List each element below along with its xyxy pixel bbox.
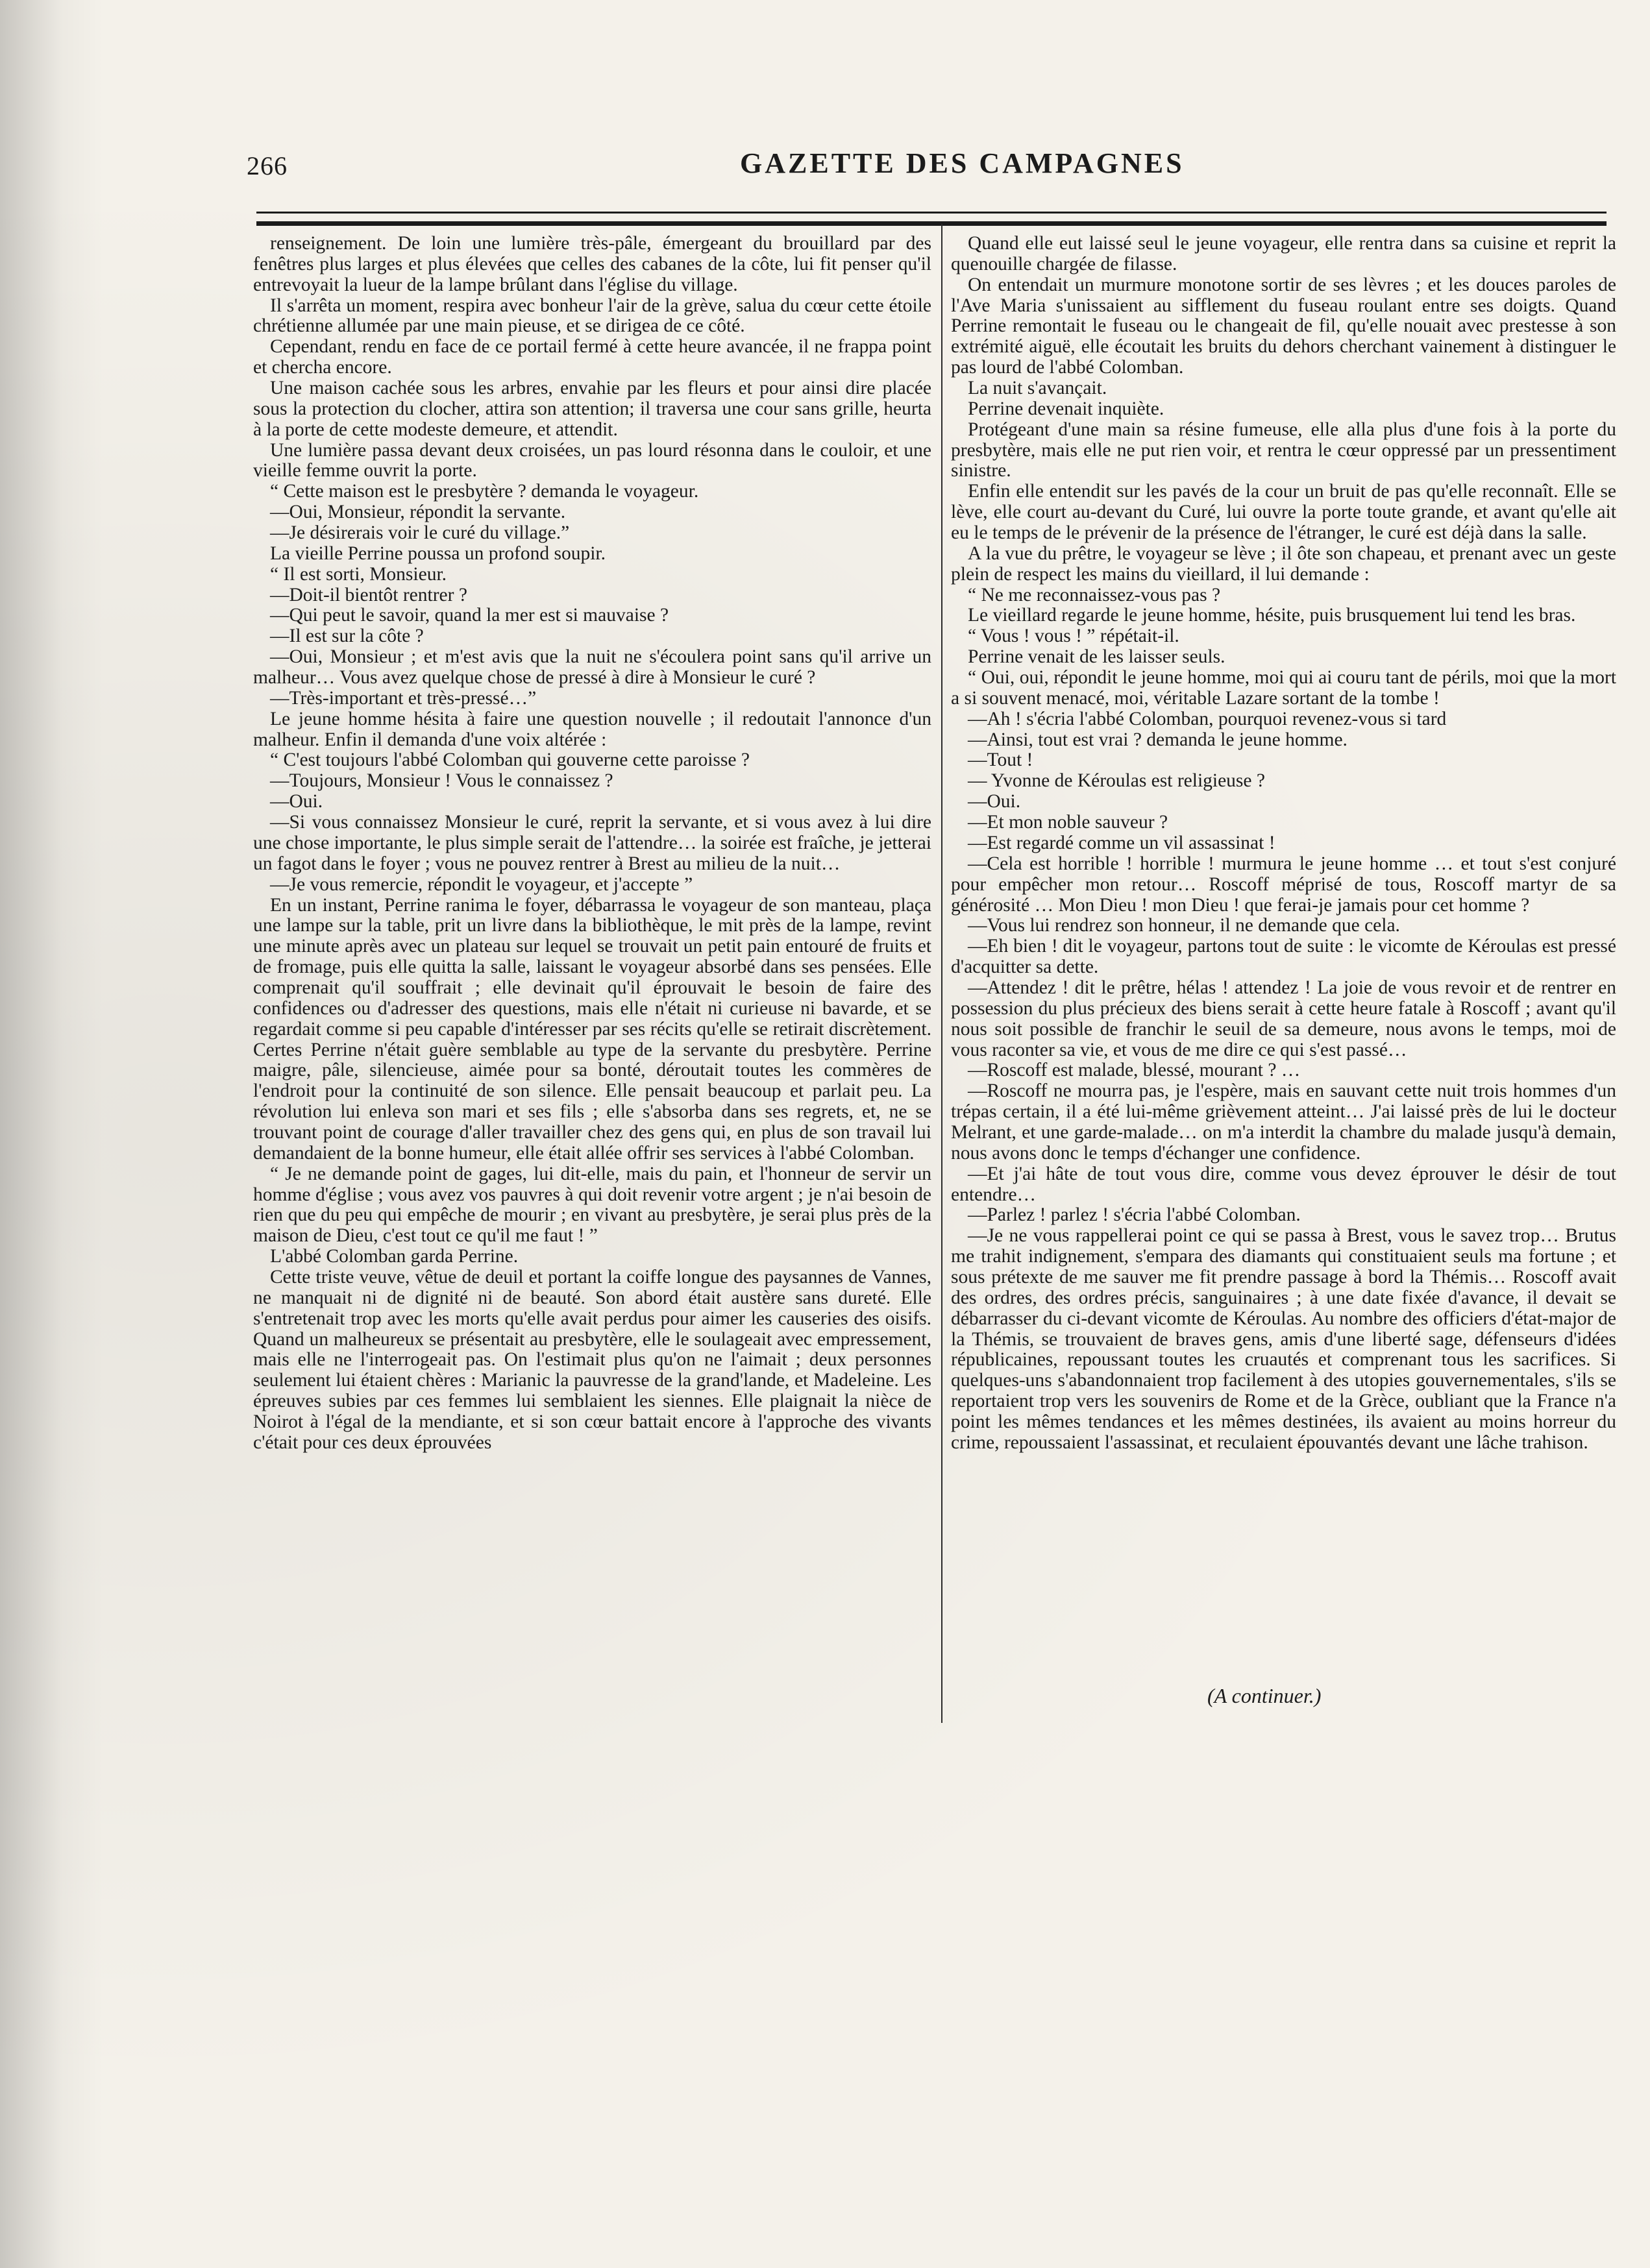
paragraph: Cette triste veuve, vêtue de deuil et portant la coiffe longue des paysannes de Vannes, ne manquait ni de dignité ni de beauté. Son abord était austère sans dureté. Elle s'entretenait trop avec les morts qu'elle avait perdus pour aimer les causeries des oisifs. Quand un malheureux se présentait au presbytère, elle le soulageait avec empressement, mais elle ne l'interrogeait pas. On l'estimait plus qu'on ne l'aimait ; deux personnes seulement lui étaient chères : Marianic la pauvresse de la grand'lande, et Madeleine. Les épreuves subies par ces femmes lui semblaient les siennes. Elle plaignait la nièce de Noirot à l'égal de la mendiante, et si son cœur battait encore à l'approche des vivants c'était pour ces deux éprouvées (253, 1266, 931, 1453)
paragraph: —Oui. (270, 791, 323, 812)
paragraph: “ Cette maison est le presbytère ? demanda le voyageur. (270, 481, 699, 502)
paragraph: —Attendez ! dit le prêtre, hélas ! attendez ! La joie de vous revoir et de rentrer en possession du plus précieux des biens serait à cette heure fatale à Roscoff ; avant qu'il nous soit possible de franchir le seuil de sa demeure, nous avons le temps, moi de vous raconter sa vie, et vous de me dire ce qui s'est passé… (951, 977, 1616, 1060)
paragraph: “ Je ne demande point de gages, lui dit-elle, mais du pain, et l'honneur de servir un homme d'église ; vous avez vos pauvres à qui doit revenir votre argent ; je n'ai besoin de rien que du peu qui empêche de mourir ; en vivant au presbytère, je serai plus près de la maison de Dieu, c'est tout ce qu'il me faut ! ” (253, 1163, 931, 1247)
page-number: 266 (247, 151, 288, 180)
paragraph: Quand elle eut laissé seul le jeune voyageur, elle rentra dans sa cuisine et reprit la quenouille chargée de filasse. (951, 234, 1616, 274)
paragraph: Le jeune homme hésita à faire une question nouvelle ; il redoutait l'annonce d'un malheur. Enfin il demanda d'une voix altérée : (253, 708, 931, 750)
paragraph: renseignement. De loin une lumière très-pâle, émergeant du brouillard par des fenêtres plus larges et plus élevées que celles des cabanes de la côte, lui fit penser qu'il entrevoyait la lueur de la lampe brûlant dans l'église du village. (253, 234, 931, 295)
column-divider (941, 224, 942, 1723)
paragraph: “ Oui, oui, répondit le jeune homme, moi qui ai couru tant de périls, moi que la mort a si souvent menacé, moi, véritable Lazare sortant de la tombe ! (951, 667, 1616, 709)
paragraph: —Roscoff est malade, blessé, mourant ? … (968, 1060, 1301, 1081)
paragraph: —Eh bien ! dit le voyageur, partons tout de suite : le vicomte de Kéroulas est pressé d'acquitter sa dette. (951, 936, 1616, 978)
paragraph: A la vue du prêtre, le voyageur se lève ; il ôte son chapeau, et prenant avec un geste plein de respect les mains du vieillard, il lui demande : (951, 543, 1616, 585)
paragraph: —Parlez ! parlez ! s'écria l'abbé Colomban. (968, 1204, 1301, 1226)
paragraph: La vieille Perrine poussa un profond soupir. (270, 543, 606, 564)
paragraph: Une maison cachée sous les arbres, envahie par les fleurs et pour ainsi dire placée sous la protection du clocher, attira son attention; il traversa une cour sans grille, heurta à la porte de cette modeste demeure, et attendit. (253, 378, 931, 440)
paragraph: —Qui peut le savoir, quand la mer est si mauvaise ? (270, 605, 669, 626)
paragraph: Perrine devenait inquiète. (968, 398, 1164, 419)
paragraph: —Oui, Monsieur ; et m'est avis que la nuit ne s'écoulera point sans qu'il arrive un malheur… Vous avez quelque chose de pressé à dire à Monsieur le curé ? (253, 646, 931, 689)
paragraph: —Oui, Monsieur, répondit la servante. (270, 502, 566, 523)
paragraph: —Ah ! s'écria l'abbé Colomban, pourquoi revenez-vous si tard (968, 708, 1447, 729)
paragraph: —Et mon noble sauveur ? (968, 812, 1168, 833)
paragraph: —Toujours, Monsieur ! Vous le connaissez ? (270, 770, 613, 792)
paragraph: —Doit-il bientôt rentrer ? (270, 584, 467, 605)
paragraph: —Cela est horrible ! horrible ! murmura le jeune homme … et tout s'est conjuré pour empêcher mon retour… Roscoff méprisé de tous, Roscoff martyr de sa générosité … Mon Dieu ! mon Dieu ! que ferai-je jamais pour cet homme ? (951, 853, 1616, 916)
paragraph: —Roscoff ne mourra pas, je l'espère, mais en sauvant cette nuit trois hommes d'un trépas certain, il a été lui-même grièvement atteint… J'ai laissé près de lui le docteur Melrant, et une garde-malade… on m'a interdit la chambre du malade jusqu'à demain, nous avons donc le temps d'échanger une confidence. (951, 1080, 1616, 1164)
paragraph: —Je désirerais voir le curé du village.” (270, 522, 570, 544)
paragraph: En un instant, Perrine ranima le foyer, débarrassa le voyageur de son manteau, plaça une lampe sur la table, prit un livre dans la bibliothèque, le mit près de la lampe, revint une minute après avec un plateau sur lequel se trouvait un petit pain entouré de fruits et de fromage, puis elle quitta la salle, laissant le voyageur absorbé dans ses pensées. Elle comprenait qu'il souffrait ; elle devinait qu'il éprouvait le besoin de faire des confidences ou d'adresser des questions, mais elle n'était ni curieuse ni bavarde, et se regardait comme si peu capable d'intéresser par ses récits qu'elle se retirait discrètement. Certes Perrine n'était guère semblable au type de la servante du presbytère. Perrine maigre, pâle, silencieuse, aimée pour sa bonté, déroutait toutes les commères de l'endroit pour la continuité de son silence. Elle pensait beaucoup et parlait peu. La révolution lui enleva son mari et ses fils ; elle s'absorba dans ses regrets, et, ne se trouvant point de courage d'aller travailler chez des gens qui, en plus de son travail lui demandaient de la bonne humeur, elle était allée offrir ses services à l'abbé Colomban. (253, 894, 931, 1164)
paragraph: “ Il est sorti, Monsieur. (270, 563, 447, 585)
page-header (247, 147, 1616, 192)
journal-title: GAZETTE DES CAMPAGNES (740, 147, 1185, 179)
paragraph: On entendait un murmure monotone sortir de ses lèvres ; et les douces paroles de l'Ave Maria s'unissaient au sifflement du fuseau roulant entre ses doigts. Quand Perrine remontait le fuseau ou le changeait de fil, qu'elle nouait avec prestesse à son extrémité aiguë, elle écoutait les bruits du dehors cherchant vainement à distinguer le pas lourd de l'abbé Colomban. (951, 274, 1616, 378)
paragraph: Le vieillard regarde le jeune homme, hésite, puis brusquement lui tend les bras. (968, 605, 1576, 626)
right-column (951, 234, 1616, 2206)
paragraph: —Ainsi, tout est vrai ? demanda le jeune homme. (968, 729, 1348, 750)
continued-label: (A continuer.) (1207, 1684, 1322, 1707)
paragraph: Perrine venait de les laisser seuls. (968, 646, 1225, 668)
paragraph: —Il est sur la côte ? (270, 626, 424, 647)
paragraph: Enfin elle entendit sur les pavés de la cour un bruit de pas qu'elle reconnaît. Elle se lève, elle court au-devant du Curé, lui ouvre la porte toute grande, et avant qu'elle ait eu le temps de le prévenir de la présence de l'étranger, le curé est déjà dans la salle. (951, 481, 1616, 544)
paragraph: La nuit s'avançait. (968, 378, 1107, 399)
paragraph: —Est regardé comme un vil assassinat ! (968, 832, 1275, 853)
header-rule (256, 212, 1607, 226)
paragraph: —Vous lui rendrez son honneur, il ne demande que cela. (968, 915, 1400, 936)
paragraph: Il s'arrêta un moment, respira avec bonheur l'air de la grève, salua du cœur cette étoile chrétienne allumée par une main pieuse, et se dirigea de ce côté. (253, 295, 931, 337)
paragraph: “ C'est toujours l'abbé Colomban qui gouverne cette paroisse ? (270, 750, 750, 771)
paragraph: Une lumière passa devant deux croisées, un pas lourd résonna dans le couloir, et une vieille femme ouvrit la porte. (253, 439, 931, 482)
paragraph: Protégeant d'une main sa résine fumeuse, elle alla plus d'une fois à la porte du presbytère, mais elle ne put rien voir, et rentra le cœur oppressé par un pressentiment sinistre. (951, 419, 1616, 482)
paragraph: —Très-important et très-pressé…” (270, 687, 537, 709)
scan-margin-shadow (0, 0, 104, 2268)
left-column (253, 234, 931, 2206)
paragraph: Cependant, rendu en face de ce portail fermé à cette heure avancée, il ne frappa point et chercha encore. (253, 336, 931, 378)
paragraph: —Si vous connaissez Monsieur le curé, reprit la servante, et si vous avez à lui dire une chose importante, le plus simple serait de l'attendre… la soirée est fraîche, je jetterai un fagot dans le foyer ; vous ne pouvez rentrer à Brest au milieu de la nuit… (253, 812, 931, 874)
paragraph: —Je vous remercie, répondit le voyageur, et j'accepte ” (270, 873, 693, 895)
paragraph: —Oui. (968, 791, 1021, 812)
paragraph: —Et j'ai hâte de tout vous dire, comme vous devez éprouver le désir de tout entendre… (951, 1163, 1616, 1205)
paragraph: “ Vous ! vous ! ” répétait-il. (968, 626, 1179, 647)
paragraph: —Tout ! (968, 750, 1033, 771)
paragraph: “ Ne me reconnaissez-vous pas ? (968, 584, 1221, 605)
paragraph: L'abbé Colomban garda Perrine. (270, 1246, 519, 1267)
paragraph: — Yvonne de Kéroulas est religieuse ? (968, 770, 1265, 792)
paragraph: —Je ne vous rappellerai point ce qui se passa à Brest, vous le savez trop… Brutus me trahit indignement, s'empara des diamants qui constituaient seuls ma fortune ; et sous prétexte de me sauver me fit prendre passage à bord la Thémis… Roscoff avait des ordres, des ordres précis, sanguinaires ; à une date fixée d'avance, il devait se débarrasser du ci-devant vicomte de Kéroulas. Au nombre des officiers d'état-major de la Thémis, se trouvaient de braves gens, amis d'une liberté sage, défenseurs d'idées républicaines, repoussant toutes les cruautés et comprenant tous les sacrifices. Si quelques-uns s'abandonnaient trop facilement à des utopies gouvernementales, s'ils se reportaient trop vers les souvenirs de Rome et de la Grèce, oubliant que la France n'a point les mêmes tendances et les mêmes destinées, ils avaient au moins horreur du crime, repoussaient l'assassinat, et reculaient épouvantés devant une lâche trahison. (951, 1225, 1616, 1453)
